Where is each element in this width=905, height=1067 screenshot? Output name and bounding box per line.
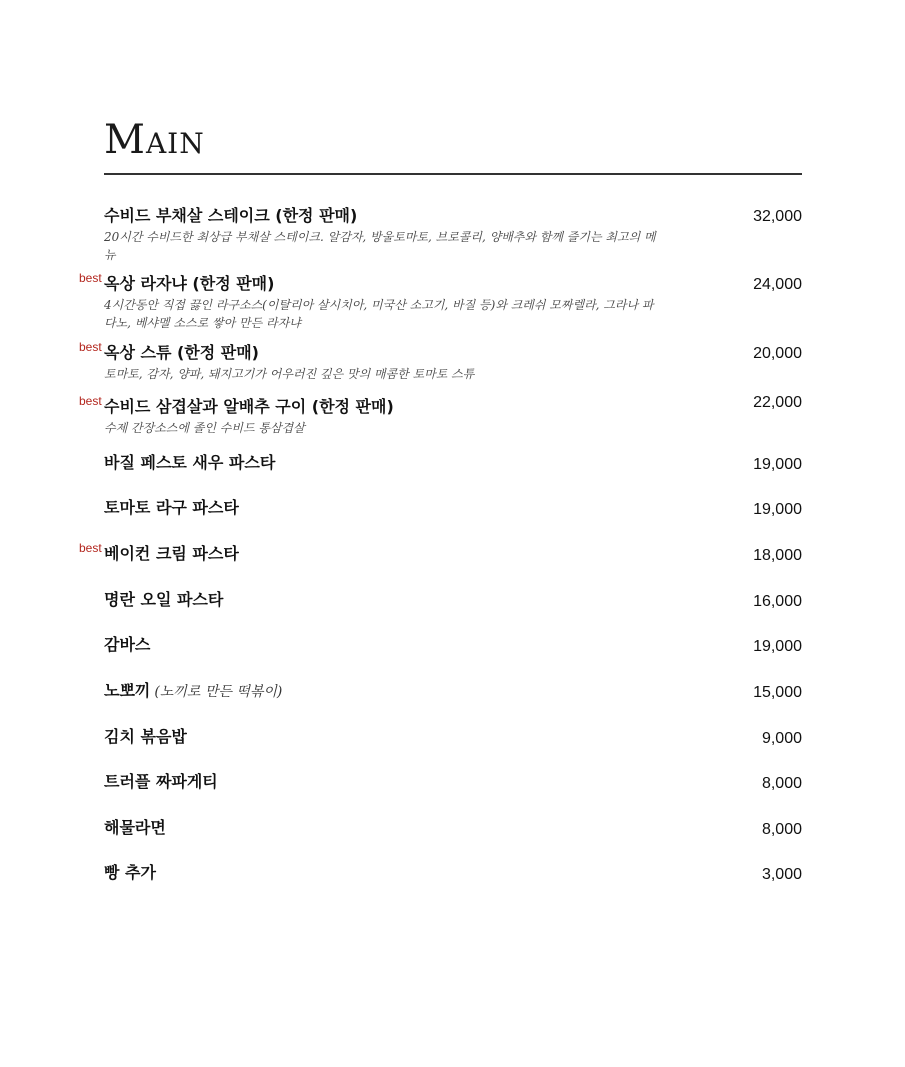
best-badge: best [79,340,102,354]
item-description: 토마토, 감자, 양파, 돼지고기가 어우러진 깊은 맛의 매콤한 토마토 스튜 [104,367,475,381]
item-name: 바질 페스토 새우 파스타 [104,453,276,472]
item-name: 김치 볶음밥 [104,727,187,746]
item-name: 빵 추가 [104,863,156,882]
item-name: 베이컨 크림 파스타 [104,544,239,563]
item-price: 16,000 [753,593,802,610]
item-note: (노끼로 만든 떡볶이) [154,684,283,700]
item-price: 9,000 [761,730,802,747]
item-price: 3,000 [761,866,802,883]
best-badge: best [79,541,102,555]
item-price: 18,000 [753,547,802,564]
item-description: 4시간동안 직접 끓인 라구소스(이탈리아 살시치아, 미국산 소고기, 바질 등)와 크레쉬 모짜렐라, 그라나 파다노, 베샤멜 소스로 쌓아 만든 라자냐 [104,298,654,330]
item-name: 해물라면 [104,818,166,837]
item-description: 20시간 수비드한 최상급 부채살 스테이크. 알감자, 방울토마토, 브로콜리, 양배추와 함께 즐기는 최고의 메뉴 [104,230,656,262]
item-name: 수비드 삼겹살과 알배추 구이 (한정 판매) [104,397,394,416]
item-price: 19,000 [753,456,802,473]
item-price: 24,000 [753,276,802,293]
best-badge: best [79,271,102,285]
item-price: 22,000 [753,394,802,411]
page-title: Main [104,117,205,163]
item-price: 8,000 [761,821,802,838]
item-name [104,681,282,702]
title-divider [104,173,802,175]
item-description: 수제 간장소스에 졸인 수비드 통삼겹살 [104,421,305,435]
item-name: 옥상 스튜 (한정 판매) [104,343,259,362]
item-name: 명란 오일 파스타 [104,590,224,609]
item-name: 감바스 [104,635,151,654]
item-price: 19,000 [753,638,802,655]
item-name: 옥상 라자냐 (한정 판매) [104,274,275,293]
item-price: 19,000 [753,501,802,518]
item-price: 20,000 [753,345,802,362]
item-price: 15,000 [753,684,802,701]
item-name: 트러플 짜파게티 [104,772,218,791]
item-price: 32,000 [753,208,802,225]
item-name-text: 노뽀끼 [104,681,151,700]
item-price: 8,000 [761,775,802,792]
best-badge: best [79,394,102,408]
item-name: 수비드 부채살 스테이크 (한정 판매) [104,206,358,225]
item-name: 토마토 라구 파스타 [104,498,239,517]
